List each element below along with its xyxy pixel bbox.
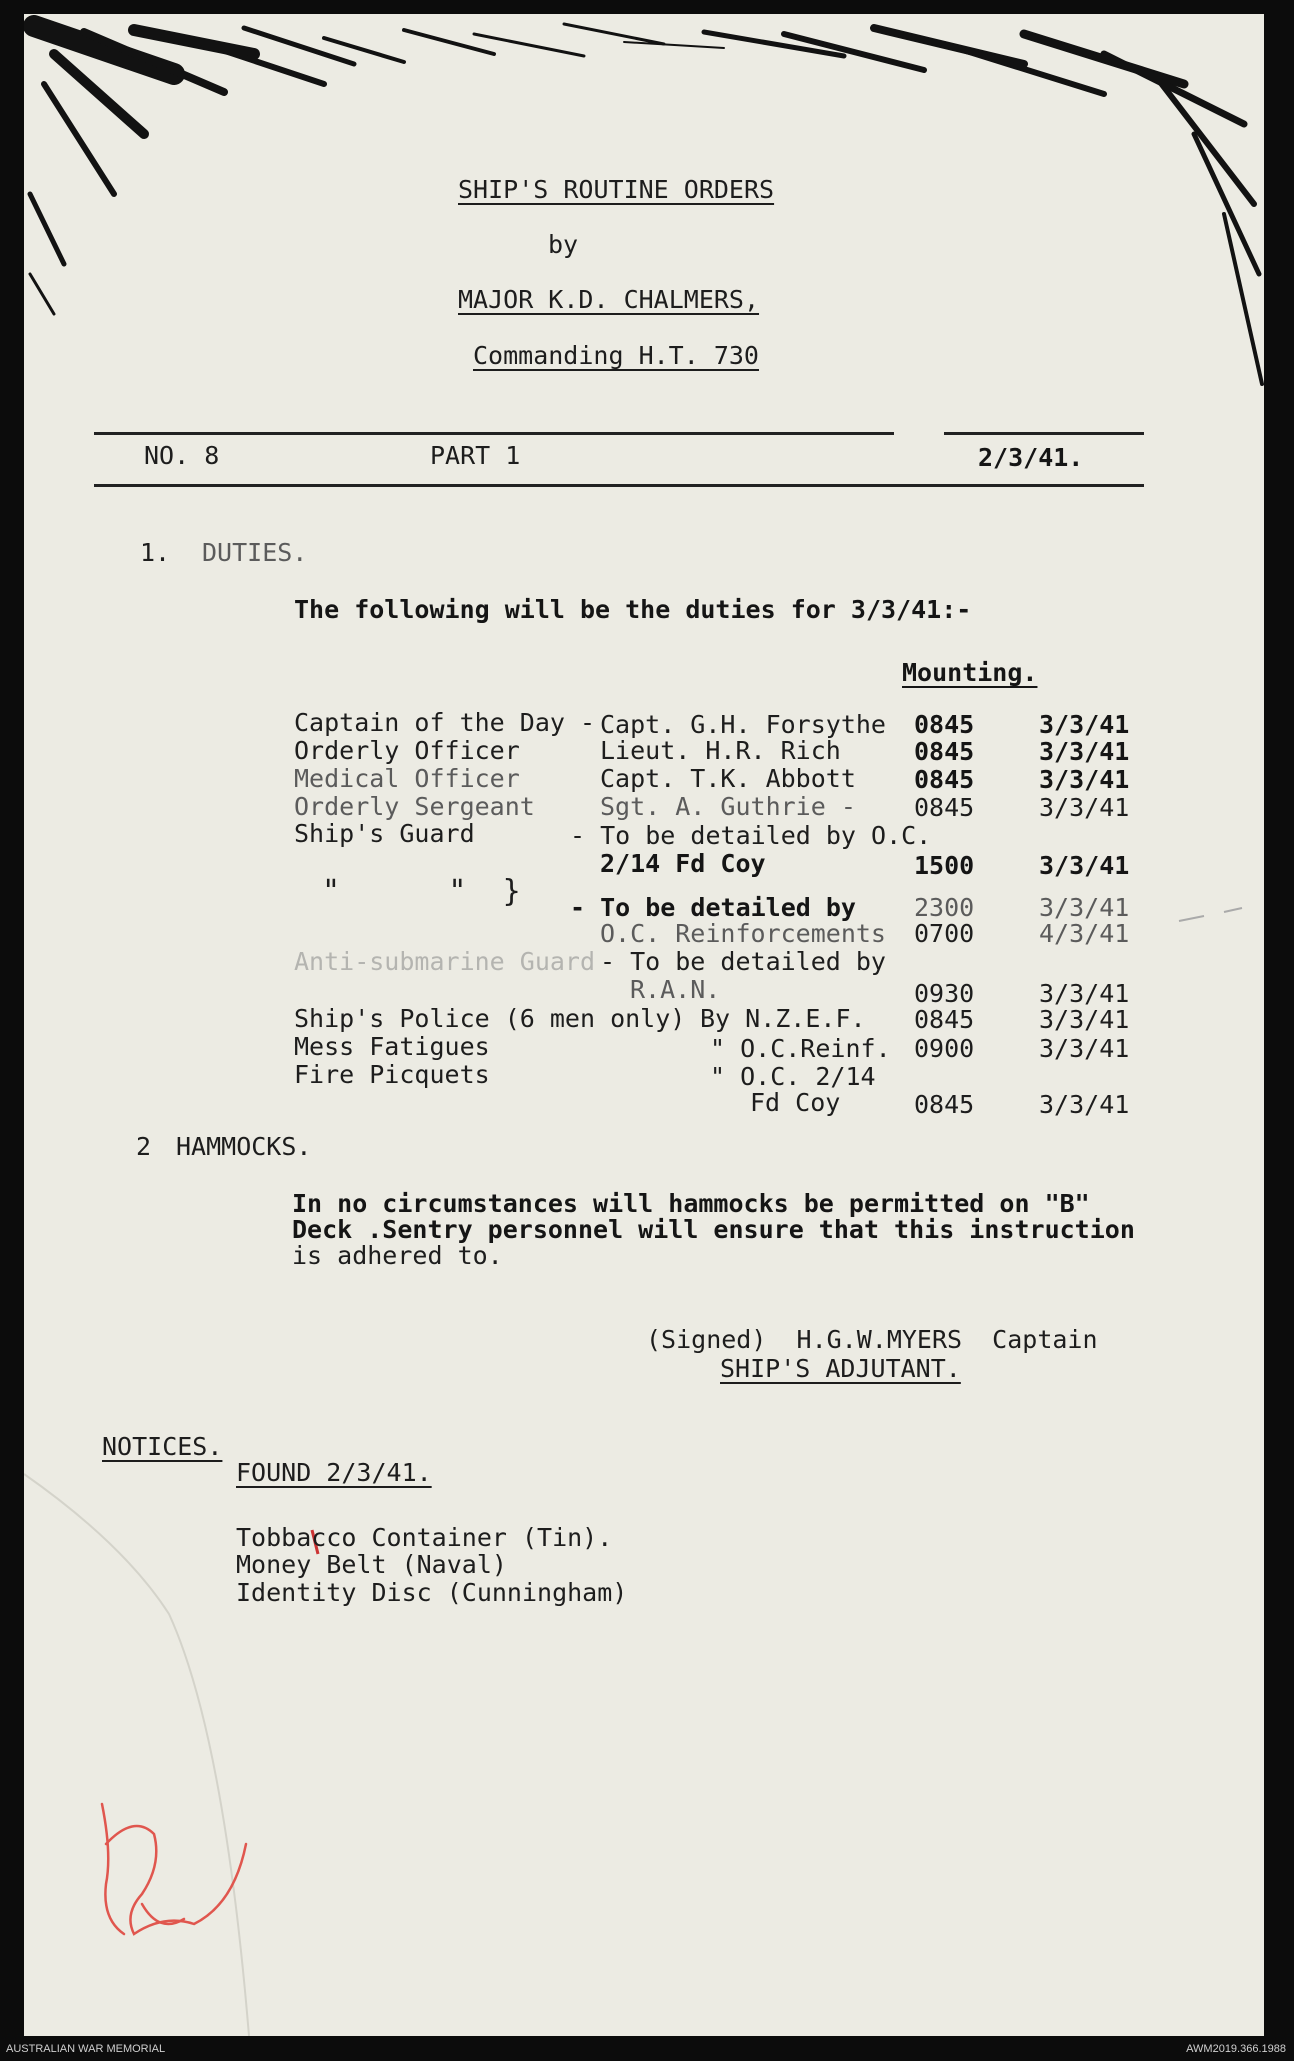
section2-number: 2 <box>136 1132 152 1161</box>
duty-time: 0845 <box>914 793 975 822</box>
duty-date: 3/3/41 <box>1039 710 1130 739</box>
section1-number: 1. <box>140 538 171 567</box>
order-part: PART 1 <box>430 441 521 470</box>
duty-date: 3/3/41 <box>1039 793 1130 822</box>
duty-assigned: " O.C.Reinf. <box>710 1034 891 1063</box>
found-item: Money Belt (Naval) <box>236 1550 507 1579</box>
archive-footer-left: AUSTRALIAN WAR MEMORIAL <box>6 2043 166 2055</box>
duty-date: 4/3/41 <box>1039 919 1130 948</box>
duty-date: 3/3/41 <box>1039 851 1130 880</box>
duty-name: Ship's Guard <box>294 819 475 848</box>
signature-line: (Signed) H.G.W.MYERS Captain <box>646 1325 1098 1354</box>
bottom-rule <box>94 484 1144 487</box>
duty-assigned: - To be detailed by O.C. <box>570 821 932 850</box>
section1-heading: DUTIES. <box>202 538 308 567</box>
section2-heading: HAMMOCKS. <box>176 1132 312 1161</box>
signature-title: SHIP'S ADJUTANT. <box>720 1354 961 1383</box>
duty-assigned: By N.Z.E.F. <box>700 1004 866 1033</box>
duty-name: Captain of the Day - <box>294 708 596 737</box>
duty-name: " " } <box>322 874 521 909</box>
duty-assigned: Fd Coy <box>750 1088 841 1117</box>
duty-date: 3/3/41 <box>1039 893 1130 922</box>
paper-fold-line <box>24 1474 249 2036</box>
section1-intro: The following will be the duties for 3/3/41:- <box>294 595 972 624</box>
found-item: Identity Disc (Cunningham) <box>236 1578 628 1607</box>
notices-heading: NOTICES. <box>102 1432 223 1461</box>
ink-smudge-top <box>30 24 1262 384</box>
duty-date: 3/3/41 <box>1039 1034 1130 1063</box>
duty-assigned: O.C. Reinforcements <box>600 919 886 948</box>
duty-assigned: Capt. T.K. Abbott <box>600 764 856 793</box>
duty-assigned: Lieut. H.R. Rich <box>600 736 841 765</box>
duty-assigned: Sgt. A. Guthrie - <box>600 792 856 821</box>
duty-name: Anti-submarine Guard <box>294 947 596 976</box>
duty-time: 0845 <box>914 737 975 766</box>
duty-assigned: Capt. G.H. Forsythe <box>600 710 886 739</box>
order-number: NO. 8 <box>144 441 220 470</box>
duty-time: 1500 <box>914 851 975 880</box>
duty-name: Ship's Police (6 men only) <box>294 1004 686 1033</box>
header-command: Commanding H.T. 730 <box>473 341 759 370</box>
duty-date: 3/3/41 <box>1039 979 1130 1008</box>
duty-time: 0700 <box>914 919 975 948</box>
duty-assigned: " O.C. 2/14 <box>710 1062 876 1091</box>
section2-line-2: Deck .Sentry personnel will ensure that this instruction <box>292 1215 1135 1244</box>
duty-time: 2300 <box>914 893 975 922</box>
section2-line-1: In no circumstances will hammocks be permitted on "B" <box>292 1189 1090 1218</box>
duty-date: 3/3/41 <box>1039 737 1130 766</box>
duty-time: 0930 <box>914 979 975 1008</box>
duty-time: 0845 <box>914 765 975 794</box>
top-rule <box>94 432 894 435</box>
duty-date: 3/3/41 <box>1039 1005 1130 1034</box>
duty-date: 3/3/41 <box>1039 1090 1130 1119</box>
archive-footer-right: AWM2019.366.1988 <box>1186 2043 1286 2055</box>
duty-time: 0845 <box>914 710 975 739</box>
duty-name: Orderly Officer <box>294 736 520 765</box>
document-title: SHIP'S ROUTINE ORDERS <box>458 175 775 204</box>
document-page <box>24 14 1264 2036</box>
duty-name: Orderly Sergeant <box>294 792 535 821</box>
mounting-label: Mounting. <box>902 658 1038 687</box>
found-heading: FOUND 2/3/41. <box>236 1458 432 1487</box>
duty-assigned: - To be detailed by <box>600 947 886 976</box>
duty-name: Fire Picquets <box>294 1060 490 1089</box>
duty-time: 0845 <box>914 1090 975 1119</box>
duty-assigned: - To be detailed by <box>570 893 856 922</box>
order-date: 2/3/41. <box>978 443 1084 472</box>
duty-time: 0900 <box>914 1034 975 1063</box>
margin-dash <box>1179 908 1242 921</box>
duty-assigned: 2/14 Fd Coy <box>600 849 766 878</box>
duty-time: 0845 <box>914 1005 975 1034</box>
found-item: Tobbacco Container (Tin). <box>236 1523 613 1552</box>
duty-date: 3/3/41 <box>1039 765 1130 794</box>
duty-assigned: R.A.N. <box>630 975 721 1004</box>
duty-name: Medical Officer <box>294 764 520 793</box>
header-by: by <box>548 230 579 259</box>
section2-line-3: is adhered to. <box>292 1241 503 1270</box>
header-officer: MAJOR K.D. CHALMERS, <box>458 285 760 314</box>
top-rule-right <box>944 432 1144 435</box>
duty-name: Mess Fatigues <box>294 1032 490 1061</box>
